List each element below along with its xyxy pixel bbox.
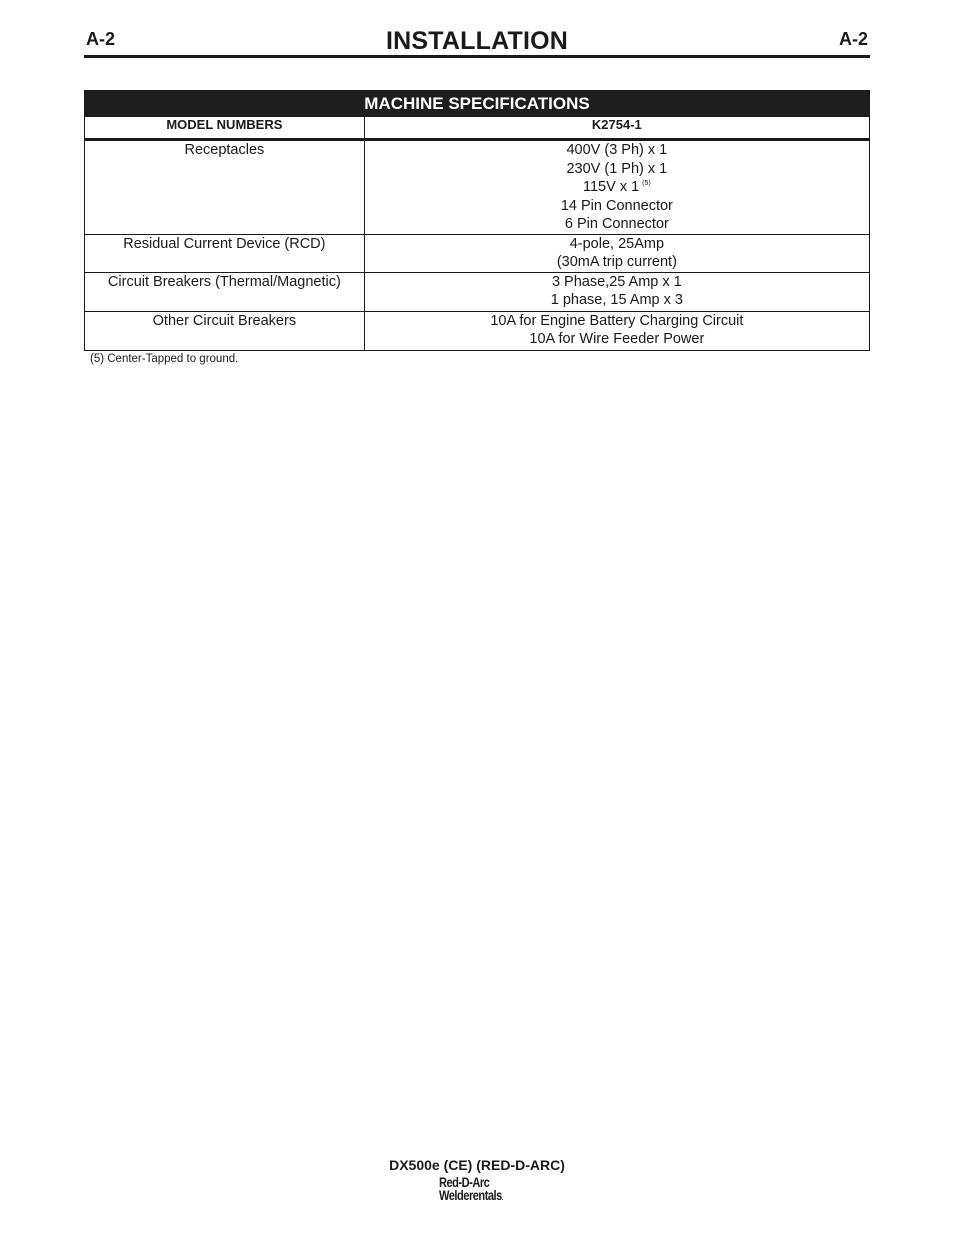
footnote-ref: (5) bbox=[642, 180, 651, 187]
row-value-text: 115V x 1 bbox=[583, 179, 640, 195]
logo-text: Welderentals bbox=[439, 1188, 502, 1203]
row-values bbox=[364, 234, 869, 272]
header-rule bbox=[84, 55, 870, 58]
footer-model-name: DX500e (CE) (RED-D-ARC) bbox=[389, 1157, 565, 1173]
table-title: MACHINE SPECIFICATIONS bbox=[85, 91, 870, 117]
logo-line-1: Red-D-Arc bbox=[439, 1175, 490, 1190]
row-values bbox=[364, 272, 869, 311]
page-number-left: A-2 bbox=[86, 29, 116, 49]
table-header-row bbox=[85, 117, 870, 140]
row-value-line: 14 Pin Connector bbox=[560, 197, 673, 214]
logo-line-2 bbox=[439, 1189, 503, 1205]
model-number-value: K2754-1 bbox=[364, 117, 869, 140]
footnote: (5) Center-Tapped to ground. bbox=[90, 353, 239, 365]
page-number-right: A-2 bbox=[838, 29, 868, 49]
table-row bbox=[85, 234, 870, 272]
model-numbers-header: MODEL NUMBERS bbox=[85, 117, 365, 140]
table-title-row bbox=[85, 91, 870, 117]
row-value-line: 4-pole, 25Amp bbox=[569, 235, 665, 252]
table-row bbox=[85, 311, 870, 350]
table-row bbox=[85, 140, 870, 235]
machine-specifications-table bbox=[84, 90, 870, 351]
row-value-line-with-footnote bbox=[369, 178, 865, 197]
row-value-line: 10A for Engine Battery Charging Circuit bbox=[490, 312, 744, 329]
row-values bbox=[364, 311, 869, 350]
row-label: Other Circuit Breakers bbox=[85, 311, 365, 350]
row-value-line: 400V (3 Ph) x 1 bbox=[566, 142, 668, 158]
red-d-arc-logo bbox=[439, 1176, 503, 1205]
row-value-line: 6 Pin Connector bbox=[564, 216, 669, 232]
row-value-line: 3 Phase,25 Amp x 1 bbox=[551, 273, 682, 290]
row-label: Residual Current Device (RCD) bbox=[85, 234, 365, 272]
logo-mark: . bbox=[501, 1195, 504, 1202]
page-title: INSTALLATION bbox=[385, 27, 568, 55]
table-row bbox=[85, 272, 870, 311]
row-value-line: 230V (1 Ph) x 1 bbox=[566, 160, 668, 177]
row-label: Receptacles bbox=[85, 140, 365, 235]
row-label: Circuit Breakers (Thermal/Magnetic) bbox=[85, 272, 365, 311]
row-value-line: (30mA trip current) bbox=[556, 254, 677, 270]
row-value-line: 10A for Wire Feeder Power bbox=[529, 331, 705, 347]
row-values bbox=[364, 140, 869, 235]
row-value-line: 1 phase, 15 Amp x 3 bbox=[550, 292, 683, 308]
